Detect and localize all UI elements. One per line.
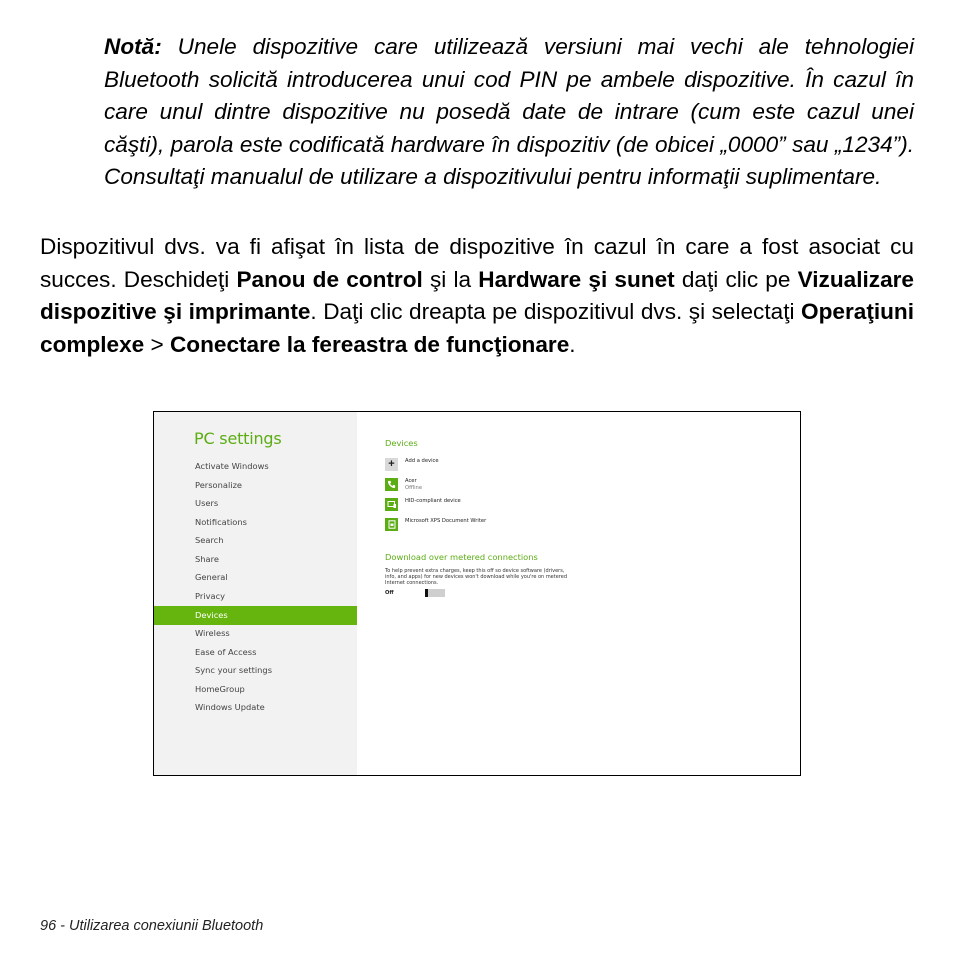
view-devices-term: Vizualizare dispozitive şi imprimante xyxy=(40,266,914,325)
settings-sidebar xyxy=(154,412,357,775)
device-acer-name: Acer xyxy=(405,478,417,484)
metered-description: To help prevent extra charges, keep this off so device software (drivers, info, and apps) for new devices won't download while you're on metered Internet connections. xyxy=(385,568,567,586)
phone-icon xyxy=(385,478,398,491)
device-acer[interactable] xyxy=(385,478,422,492)
note-label: Notă: xyxy=(104,34,162,59)
nav-item-share[interactable]: Share xyxy=(195,553,219,564)
para-text-2: şi la xyxy=(422,266,479,292)
toggle-knob xyxy=(425,589,428,597)
instructions-paragraph xyxy=(40,231,914,361)
nav-item-personalize[interactable]: Personalize xyxy=(195,479,243,490)
device-add-label: Add a device xyxy=(405,458,439,464)
printer-icon xyxy=(385,518,398,531)
pc-settings-title: PC settings xyxy=(194,429,282,448)
page-footer: 96 - Utilizarea conexiunii Bluetooth xyxy=(40,918,264,934)
nav-item-notifications[interactable]: Notifications xyxy=(195,516,247,527)
para-text-5: > xyxy=(144,331,170,357)
nav-item-devices[interactable]: Devices xyxy=(154,606,357,625)
para-text-6: . xyxy=(569,331,576,357)
nav-item-activate-windows[interactable]: Activate Windows xyxy=(195,461,269,471)
para-text-1: Dispozitivul dvs. va fi afişat în lista de dispozitive în cazul în care a fost asociat cu succes. Deschideţi xyxy=(40,234,914,292)
nav-item-search[interactable]: Search xyxy=(195,535,224,545)
nav-item-privacy[interactable]: Privacy xyxy=(195,590,226,601)
device-hid[interactable] xyxy=(385,498,461,512)
device-add[interactable] xyxy=(385,458,439,472)
plus-icon: + xyxy=(385,458,398,471)
note-paragraph xyxy=(104,31,914,194)
pc-settings-screenshot xyxy=(153,411,801,776)
hid-device-icon xyxy=(385,498,398,511)
device-hid-label: HID-compliant device xyxy=(405,498,461,504)
nav-item-wireless[interactable]: Wireless xyxy=(195,628,230,638)
control-panel-term: Panou de control xyxy=(236,266,423,292)
device-xps-writer[interactable] xyxy=(385,518,486,532)
device-acer-status: Offline xyxy=(405,484,423,491)
metered-toggle-label: Off xyxy=(385,590,394,596)
connect-operating-window-term: Conectare la fereastra de funcţionare xyxy=(169,331,570,357)
nav-item-windows-update[interactable]: Windows Update xyxy=(195,702,265,712)
para-text-3: daţi clic pe xyxy=(674,266,798,292)
nav-item-ease-of-access[interactable]: Ease of Access xyxy=(195,646,257,657)
advanced-operations-term: Operaţiuni complexe xyxy=(40,299,914,357)
devices-heading: Devices xyxy=(385,438,418,448)
note-text: Unele dispozitive care utilizează versiuni mai vechi ale tehnologiei Bluetooth solicită introducerea unui cod PIN pe ambele dispozitive. În cazul în care unul dintre dispozitive nu posedă date de intrare (cum este cazul unei căşti), parola este codificată hardware în dispozitiv (de obicei „0000” sau „1234”). Consultaţi manualul de utilizare a dispozitivului pentru informaţii suplimentare. xyxy=(104,34,914,190)
nav-item-homegroup[interactable]: HomeGroup xyxy=(195,683,245,694)
hardware-sound-term: Hardware şi sunet xyxy=(478,266,675,292)
device-xps-label: Microsoft XPS Document Writer xyxy=(405,518,487,524)
settings-content xyxy=(357,412,800,775)
metered-toggle[interactable] xyxy=(425,589,445,597)
nav-item-sync-settings[interactable]: Sync your settings xyxy=(195,665,273,675)
para-text-4: . Daţi clic dreapta pe dispozitivul dvs. şi selectaţi xyxy=(310,299,802,325)
nav-item-general[interactable]: General xyxy=(195,572,228,582)
nav-item-users[interactable]: Users xyxy=(195,498,219,508)
metered-heading: Download over metered connections xyxy=(385,552,538,562)
